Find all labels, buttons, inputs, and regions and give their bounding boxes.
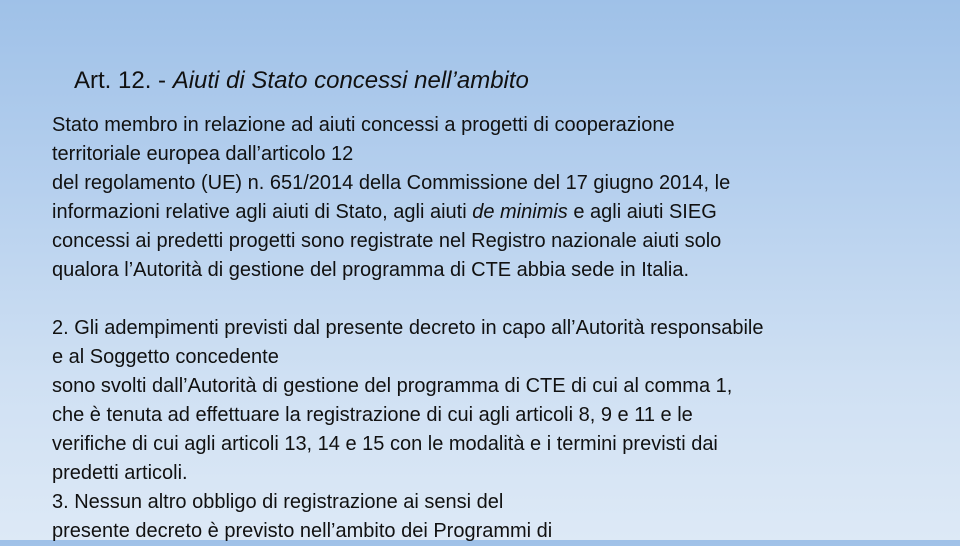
paragraph-3-line-1: 3. Nessun altro obbligo di registrazione ai sensi del (52, 491, 504, 513)
paragraph-2 (52, 314, 942, 488)
paragraph-1-line-5: concessi ai predetti progetti sono registrate nel Registro nazionale aiuti solo (52, 230, 722, 252)
title-prefix: Art. 12. - (74, 67, 173, 94)
line-4-after: e agli aiuti SIEG (567, 201, 717, 223)
paragraph-3-line-2: presente decreto è previsto nell’ambito dei Programmi di (52, 520, 553, 542)
paragraph-1 (52, 111, 942, 285)
paragraph-1-line-1: Stato membro in relazione ad aiuti concessi a progetti di cooperazione (52, 114, 675, 136)
paragraph-2-line-6: predetti articoli. (52, 462, 188, 484)
paragraph-2-line-3: sono svolti dall’Autorità di gestione del programma di CTE di cui al comma 1, (52, 375, 733, 397)
line-4-before: informazioni relative agli aiuti di Stato, agli aiuti (52, 201, 473, 223)
line-4-italic-term: de minimis (472, 201, 568, 223)
paragraph-1-line-2: territoriale europea dall’articolo 12 (52, 143, 354, 165)
paragraph-1-line-3: del regolamento (UE) n. 651/2014 della Commissione del 17 giugno 2014, le (52, 172, 731, 194)
paragraph-2-line-1: 2. Gli adempimenti previsti dal presente decreto in capo all’Autorità responsabile (52, 317, 764, 339)
paragraph-2-line-5: verifiche di cui agli articoli 13, 14 e 15 con le modalità e i termini previsti dai (52, 433, 718, 455)
paragraph-2-line-4: che è tenuta ad effettuare la registrazione di cui agli articoli 8, 9 e 11 e le (52, 404, 693, 426)
slide-title (74, 64, 529, 98)
paragraph-1-line-4 (52, 198, 942, 227)
paragraph-2-line-2: e al Soggetto concedente (52, 346, 279, 368)
paragraph-spacer (52, 285, 942, 314)
slide-body (52, 111, 942, 546)
title-italic: Aiuti di Stato concessi nell’ambito (172, 67, 529, 94)
paragraph-1-line-6: qualora l’Autorità di gestione del programma di CTE abbia sede in Italia. (52, 259, 690, 281)
paragraph-3 (52, 488, 942, 546)
